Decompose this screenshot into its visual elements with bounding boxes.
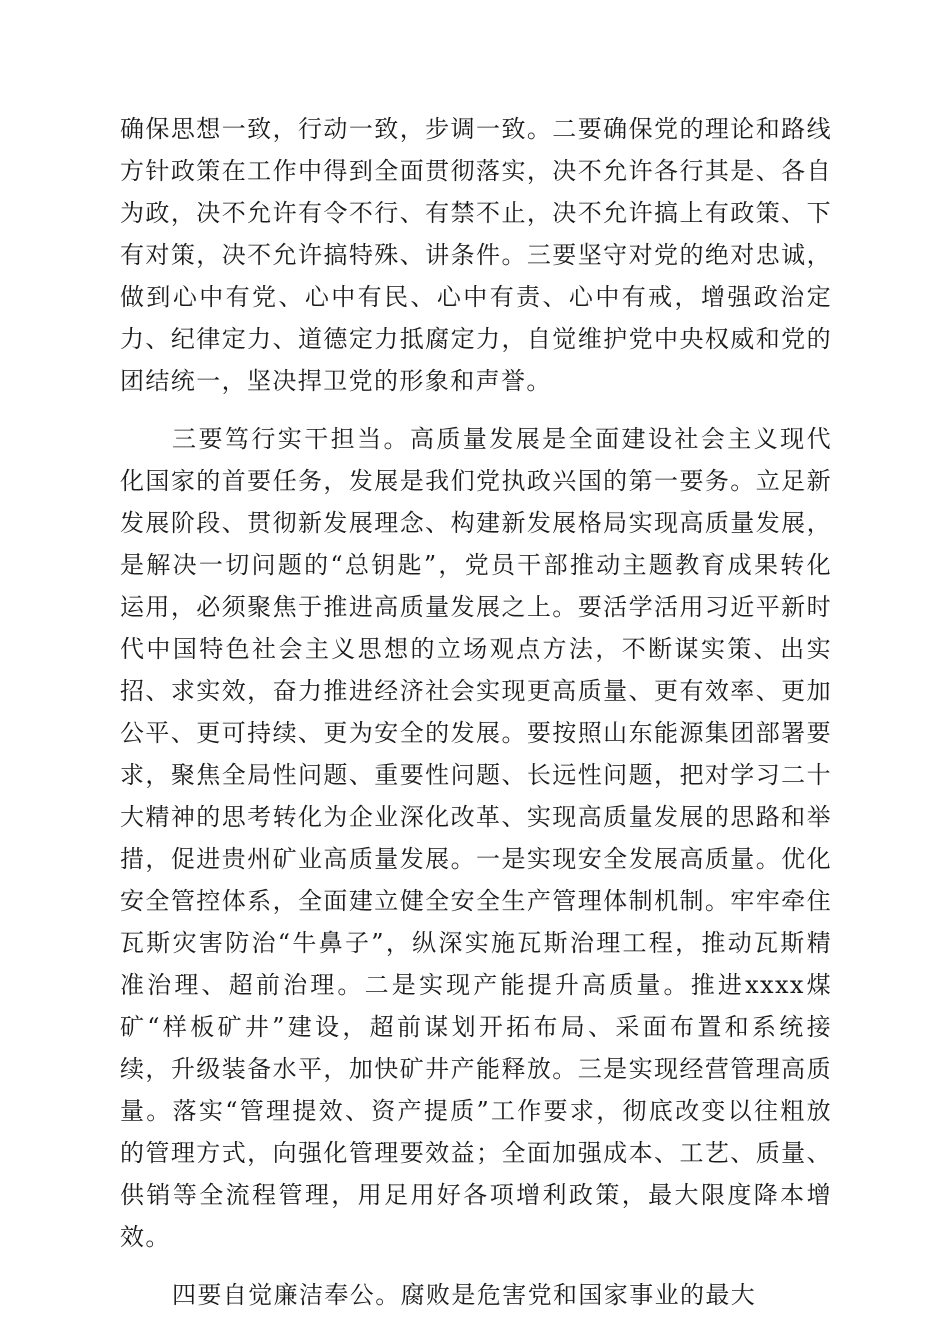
paragraph-section-three: 三要笃行实干担当。高质量发展是全面建设社会主义现代化国家的首要任务，发展是我们党执政兴国的第一要务。立足新发展阶段、贯彻新发展理念、构建新发展格局实现高质量发展，是解决一切问题的“总钥匙”，党员干部推动主题教育成果转化运用，必须聚焦于推进高质量发展之上。要活学活用习近平新时代中国特色社会主义思想的立场观点方法，不断谋实策、出实招、求实效，奋力推进经济社会实现更高质量、更有效率、更加公平、更可持续、更为安全的发展。要按照山东能源集团部署要求，聚焦全局性问题、重要性问题、长远性问题，把对学习二十大精神的思考转化为企业深化改革、实现高质量发展的思路和举措，促进贵州矿业高质量发展。一是实现安全发展高质量。优化安全管控体系，全面建立健全安全生产管理体制机制。牢牢牵住瓦斯灾害防治“牛鼻子”，纵深实施瓦斯治理工程，推动瓦斯精准治理、超前治理。二是实现产能提升高质量。推进xxxx煤矿“样板矿井”建设，超前谋划开拓布局、采面布置和系统接续，升级装备水平，加快矿井产能释放。三是实现经营管理高质量。落实“管理提效、资产提质”工作要求，彻底改变以往粗放的管理方式，向强化管理要效益；全面加强成本、工艺、质量、供销等全流程管理，用足用好各项增利政策，最大限度降本增效。 — [120, 425, 832, 1251]
paragraph-continuation: 确保思想一致，行动一致，步调一致。二要确保党的理论和路线方针政策在工作中得到全面贯彻落实，决不允许各行其是、各自为政，决不允许有令不行、有禁不止，决不允许搞上有政策、下有对策，决不允许搞特殊、讲条件。三要坚守对党的绝对忠诚，做到心中有党、心中有民、心中有责、心中有戒，增强政治定力、纪律定力、道德定力抵腐定力，自觉维护党中央权威和党的团结统一，坚决捍卫党的形象和声誉。 — [120, 115, 832, 395]
paragraph-section-four: 四要自觉廉洁奉公。腐败是危害党和国家事业的最大 — [172, 1281, 757, 1309]
document-body — [120, 108, 832, 1332]
